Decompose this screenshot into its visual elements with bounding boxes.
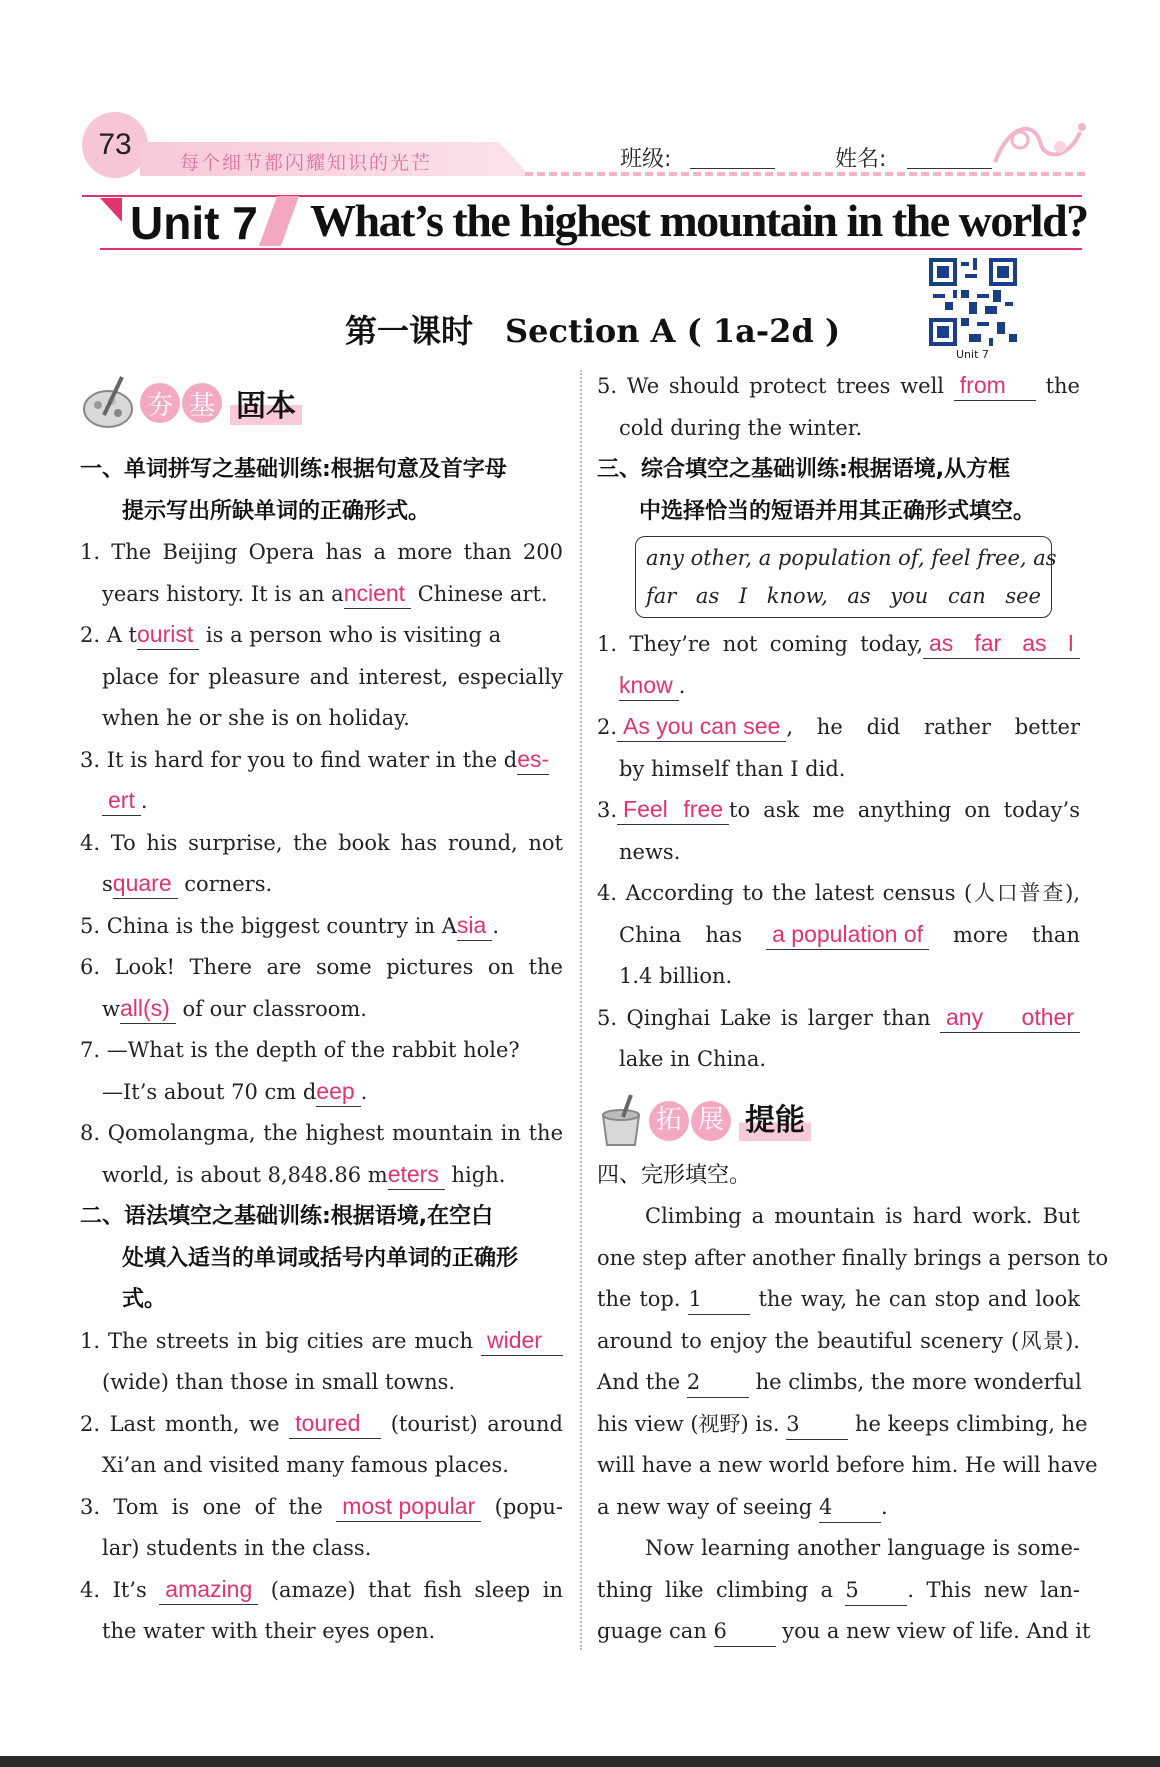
palette-brush-icon bbox=[82, 375, 140, 431]
p1-q7-line2: —It’s about 70 cm deep . bbox=[80, 1072, 563, 1114]
name-blank[interactable] bbox=[907, 168, 992, 169]
left-column bbox=[80, 449, 563, 1653]
badge-char-1: 夯 bbox=[140, 383, 180, 423]
cloze-blank-6[interactable]: 6 bbox=[714, 1616, 776, 1647]
p1-q3-line1: 3. It is hard for you to find water in the des- bbox=[80, 740, 563, 782]
unit-triangle-icon bbox=[100, 198, 122, 222]
extension-badge bbox=[597, 1093, 1080, 1149]
cloze-blank-4[interactable]: 4 bbox=[819, 1492, 881, 1523]
answer-feel-free[interactable]: Feel free bbox=[617, 794, 729, 825]
unit-slash bbox=[259, 196, 299, 246]
answer-desert-2[interactable]: ert bbox=[102, 785, 141, 816]
cloze-p1-line7: will have a new world before him. He will have bbox=[597, 1453, 1098, 1477]
p1-q1-line2: years history. It is an ancient Chinese art. bbox=[80, 574, 563, 616]
p3-q4-line3: 1.4 billion. bbox=[619, 964, 733, 988]
r-q5-line2: cold during the winter. bbox=[619, 415, 863, 440]
p1-q4-line2: square corners. bbox=[80, 864, 563, 906]
name-label: 姓名: bbox=[835, 147, 887, 172]
cloze-p1-line5: And the 2 he climbs, the more wonderful bbox=[597, 1362, 1080, 1404]
answer-meters[interactable]: eters bbox=[388, 1159, 445, 1190]
answer-tourist[interactable]: ourist bbox=[137, 619, 199, 650]
bottom-bar bbox=[0, 1756, 1160, 1767]
p1-q2-line3: when he or she is on holiday. bbox=[102, 706, 410, 730]
p1-q2-line2: place for pleasure and interest, especially bbox=[102, 664, 563, 689]
p3-q5-line2: lake in China. bbox=[619, 1047, 767, 1071]
answer-asia[interactable]: sia bbox=[457, 910, 492, 941]
p3-q5-line1: 5. Qinghai Lake is larger than any other bbox=[597, 998, 1080, 1040]
answer-a-population-of[interactable]: a population of bbox=[766, 919, 929, 950]
cloze-blank-1[interactable]: 1 bbox=[688, 1284, 750, 1315]
unit-title: What’s the highest mountain in the world? bbox=[310, 195, 1088, 246]
cloze-p1-line1: Climbing a mountain is hard work. But bbox=[645, 1204, 1080, 1228]
flourish-ornament-icon bbox=[990, 112, 1090, 172]
answer-as-far-as-i-2[interactable]: know bbox=[619, 670, 679, 701]
p3-q4-line1: 4. According to the latest census (人口普查), bbox=[597, 881, 1080, 905]
r-q5-line1: 5. We should protect trees well from the bbox=[597, 366, 1080, 408]
answer-desert-1[interactable]: es- bbox=[517, 744, 549, 775]
basics-badge bbox=[82, 375, 302, 431]
p2-q1-line2: (wide) than those in small towns. bbox=[102, 1370, 456, 1394]
p3-q3-line1: 3. Feel free to ask me anything on today’s bbox=[597, 790, 1080, 832]
column-divider bbox=[580, 370, 582, 1650]
phrase-box bbox=[635, 536, 1057, 618]
answer-ancient[interactable]: ncient bbox=[344, 578, 411, 609]
cloze-p2-line3: guage can 6 you a new view of life. And it bbox=[597, 1611, 1080, 1653]
motto: 每个细节都闪耀知识的光芒 bbox=[180, 152, 433, 174]
answer-toured[interactable]: toured bbox=[289, 1408, 381, 1439]
p3-q1-line1: 1. They’re not coming today, as far as I bbox=[597, 624, 1080, 666]
header-dash-line bbox=[525, 172, 1085, 176]
p1-q8-line2: world, is about 8,848.86 meters high. bbox=[80, 1155, 563, 1197]
badge-char-2: 展 bbox=[691, 1101, 731, 1141]
part3-heading-line2: 中选择恰当的短语并用其正确形式填空。 bbox=[639, 498, 1036, 524]
cloze-p1-line6: his view (视野) is. 3 he keeps climbing, he bbox=[597, 1404, 1080, 1446]
section-heading: 第一课时 Section A ( 1a-2d ) bbox=[345, 312, 841, 350]
p3-q2-line1: 2. As you can see , he did rather better bbox=[597, 707, 1080, 749]
cloze-p1-line3: the top. 1 the way, he can stop and look bbox=[597, 1279, 1080, 1321]
p3-q1-line2: know . bbox=[597, 666, 1080, 708]
p2-q2-line2: Xi’an and visited many famous places. bbox=[102, 1453, 509, 1477]
phrase-box-line1: any other, a population of, feel free, as bbox=[646, 546, 1057, 570]
cloze-p1-line8: a new way of seeing 4 . bbox=[597, 1487, 1080, 1529]
paint-bucket-icon bbox=[597, 1093, 649, 1149]
part3-heading-line1: 三、综合填空之基础训练:根据语境,从方框 bbox=[597, 457, 1011, 482]
p1-q7-line1: 7. —What is the depth of the rabbit hole? bbox=[80, 1038, 520, 1062]
class-blank[interactable] bbox=[690, 168, 775, 169]
answer-walls[interactable]: all(s) bbox=[120, 993, 176, 1024]
answer-any-other[interactable]: any other bbox=[940, 1002, 1080, 1033]
badge-char-1: 拓 bbox=[649, 1101, 689, 1141]
cloze-blank-2[interactable]: 2 bbox=[687, 1367, 749, 1398]
p1-q5-line1: 5. China is the biggest country in Asia . bbox=[80, 906, 563, 948]
class-label: 班级: bbox=[620, 147, 672, 172]
answer-as-you-can-see[interactable]: As you can see bbox=[617, 711, 786, 742]
p1-q2-line1: 2. A tourist is a person who is visiting a bbox=[80, 615, 563, 657]
unit-label: Unit 7 bbox=[130, 197, 258, 249]
part2-heading-line1: 二、语法填空之基础训练:根据语境,在空白 bbox=[80, 1204, 494, 1229]
cloze-blank-3[interactable]: 3 bbox=[786, 1409, 848, 1440]
p1-q6-line1: 6. Look! There are some pictures on the bbox=[80, 955, 563, 979]
title-rule-bottom bbox=[100, 248, 1082, 250]
part4-heading: 四、完形填空。 bbox=[597, 1162, 752, 1188]
answer-deep[interactable]: eep bbox=[316, 1076, 360, 1107]
p1-q6-line2: wall(s) of our classroom. bbox=[80, 989, 563, 1031]
badge-label: 固本 bbox=[230, 381, 302, 425]
p1-q1-line1: 1. The Beijing Opera has a more than 200 bbox=[80, 540, 563, 564]
answer-amazing[interactable]: amazing bbox=[159, 1574, 258, 1605]
answer-most-popular[interactable]: most popular bbox=[336, 1491, 481, 1522]
p2-q3-line1: 3. Tom is one of the most popular (popu- bbox=[80, 1487, 563, 1529]
p2-q1-line1: 1. The streets in big cities are much wider bbox=[80, 1321, 563, 1363]
answer-as-far-as-i-1[interactable]: as far as I bbox=[923, 628, 1080, 659]
cloze-p1-line4: around to enjoy the beautiful scenery (风景). bbox=[597, 1328, 1080, 1353]
cloze-blank-5[interactable]: 5 bbox=[845, 1575, 907, 1606]
part1-heading-line1: 一、单词拼写之基础训练:根据句意及首字母 bbox=[80, 457, 507, 482]
p3-q3-line2: news. bbox=[619, 839, 681, 864]
p2-q3-line2: lar) students in the class. bbox=[102, 1536, 372, 1560]
cloze-p1-line2: one step after another finally brings a person to bbox=[597, 1245, 1109, 1270]
p3-q4-line2: China has a population of more than bbox=[597, 915, 1080, 957]
cloze-p2-line2: thing like climbing a 5 . This new lan- bbox=[597, 1570, 1080, 1612]
answer-wider[interactable]: wider bbox=[481, 1325, 563, 1356]
answer-square[interactable]: quare bbox=[113, 868, 178, 899]
qr-caption: Unit 7 bbox=[956, 348, 989, 361]
part2-heading-line3: 式。 bbox=[122, 1287, 167, 1312]
p1-q3-line2: ert . bbox=[80, 781, 563, 823]
phrase-box-line2: far as I know, as you can see bbox=[646, 584, 1041, 608]
p2-q4-line2: the water with their eyes open. bbox=[102, 1619, 436, 1643]
right-column bbox=[597, 366, 1109, 1653]
part1-heading-line2: 提示写出所缺单词的正确形式。 bbox=[122, 498, 431, 524]
part2-heading-line2: 处填入适当的单词或括号内单词的正确形 bbox=[122, 1245, 519, 1271]
page-number: 73 bbox=[82, 112, 148, 178]
p2-q4-line1: 4. It’s amazing (amaze) that fish sleep in bbox=[80, 1570, 563, 1612]
p1-q4-line1: 4. To his surprise, the book has round, not bbox=[80, 830, 563, 855]
cloze-p2-line1: Now learning another language is some- bbox=[645, 1536, 1080, 1560]
badge-char-2: 基 bbox=[182, 383, 222, 423]
qr-code-icon[interactable] bbox=[929, 258, 1017, 346]
answer-from[interactable]: from bbox=[954, 370, 1036, 401]
badge-label: 提能 bbox=[739, 1100, 811, 1142]
p1-q8-line1: 8. Qomolangma, the highest mountain in the bbox=[80, 1121, 563, 1145]
p2-q2-line1: 2. Last month, we toured (tourist) around bbox=[80, 1404, 563, 1446]
p3-q2-line2: by himself than I did. bbox=[619, 756, 846, 781]
